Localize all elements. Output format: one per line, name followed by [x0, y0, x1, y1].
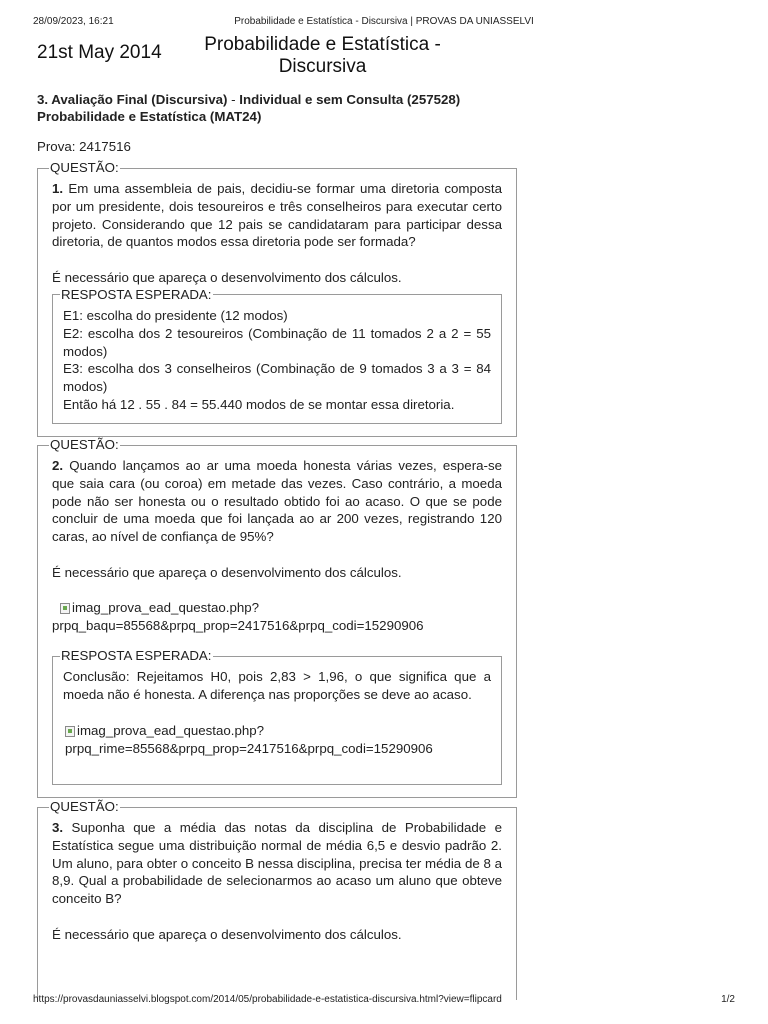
question-1-box: [37, 161, 517, 437]
question-2-body: Quando lançamos ao ar uma moeda honesta várias vezes, espera-se que saia cara (ou coroa) em metade das vezes. Caso contrário, a moeda pode não ser honesta ou o resultado obtido foi ao acaso. O que se pode concluir de uma moeda que foi lançada ao ar 200 vezes, registrando 120 caras, ao nível de confiança de 95%?: [52, 458, 502, 545]
answer-2-image-alt-1: imag_prova_ead_questao.php?: [77, 722, 265, 738]
answer-1-line-3: E3: escolha dos 3 conselheiros (Combinação de 9 tomados 3 a 3 = 84 modos): [63, 361, 491, 395]
print-datetime: 28/09/2023, 16:21: [33, 16, 114, 27]
answer-1-box: [52, 288, 502, 424]
print-page-title: Probabilidade e Estatística - Discursiva | PROVAS DA UNIASSELVI: [234, 16, 534, 27]
question-2-text: [52, 457, 502, 546]
answer-2-text: Conclusão: Rejeitamos H0, pois 2,83 > 1,96, o que significa que a moeda não é honesta. A diferença nas proporções se deve ao acaso.: [63, 669, 491, 703]
question-2-image: [54, 599, 502, 635]
answer-2-box: [52, 649, 502, 785]
question-2-legend: QUESTÃO:: [50, 437, 119, 452]
prova-number: Prova: 2417516: [37, 139, 131, 154]
answer-2-image: [63, 722, 491, 758]
question-2-box: [37, 438, 517, 798]
exam-course: Probabilidade e Estatística (MAT24): [37, 109, 262, 124]
question-2-image-alt-2: prpq_baqu=85568&prpq_prop=2417516&prpq_codi=15290906: [52, 617, 424, 633]
answer-1-line-1: E1: escolha do presidente (12 modos): [63, 307, 288, 323]
question-2-calc-note: É necessário que apareça o desenvolvimento dos cálculos.: [52, 564, 402, 580]
broken-image-icon: [60, 602, 71, 614]
post-title[interactable]: Probabilidade e Estatística - Discursiva: [204, 34, 441, 77]
question-1-legend: QUESTÃO:: [50, 160, 119, 175]
question-2-number: 2.: [52, 458, 64, 473]
print-header: [33, 16, 735, 30]
question-3-text: [52, 819, 502, 908]
broken-image-icon: [65, 725, 76, 737]
print-footer: [33, 994, 735, 1008]
post-date: 21st May 2014: [37, 42, 162, 63]
question-3-body: Suponha que a média das notas da disciplina de Probabilidade e Estatística segue uma distribuição normal de média 6,5 e desvio padrão 2. Um aluno, para obter o conceito B nessa disciplina, precisa ter média de 8 a 8,9. Qual a probabilidade de selecionarmos ao acaso um aluno que obteve conceito B?: [52, 820, 502, 907]
answer-1-line-2: E2: escolha dos 2 tesoureiros (Combinação de 11 tomados 2 a 2 = 55 modos): [63, 325, 491, 359]
answer-2-legend: RESPOSTA ESPERADA:: [61, 648, 212, 664]
question-1-calc-note: É necessário que apareça o desenvolvimento dos cálculos.: [52, 270, 402, 286]
question-3-number: 3.: [52, 820, 64, 835]
exam-type: Individual e sem Consulta (257528): [239, 92, 461, 107]
question-3-calc-note: É necessário que apareça o desenvolvimento dos cálculos.: [52, 926, 402, 942]
question-1-number: 1.: [52, 181, 64, 196]
question-3-legend: QUESTÃO:: [50, 799, 119, 814]
answer-1-legend: RESPOSTA ESPERADA:: [61, 286, 212, 302]
exam-name: Avaliação Final (Discursiva): [51, 92, 228, 107]
print-url[interactable]: https://provasdauniasselvi.blogspot.com/2014/05/probabilidade-e-estatistica-discursiva.html?view=flipcard: [33, 994, 502, 1005]
question-2-image-alt-1: imag_prova_ead_questao.php?: [72, 599, 260, 615]
question-1-text: [52, 180, 502, 251]
question-3-box: [37, 800, 517, 1000]
answer-2-image-alt-2: prpq_rime=85568&prpq_prop=2417516&prpq_codi=15290906: [65, 740, 433, 756]
exam-number: 3.: [37, 92, 49, 107]
answer-1-line-4: Então há 12 . 55 . 84 = 55.440 modos de se montar essa diretoria.: [63, 396, 455, 412]
exam-heading: [37, 91, 507, 125]
print-page-number: 1/2: [721, 994, 735, 1005]
question-1-body: Em uma assembleia de pais, decidiu-se formar uma diretoria composta por um presidente, dois tesoureiros e três conselheiros para executar certo projeto. Considerando que 12 pais se candidataram para participar dessa diretoria, de quantos modos essa diretoria pode ser formada?: [52, 181, 502, 250]
exam-separator: -: [227, 92, 240, 107]
